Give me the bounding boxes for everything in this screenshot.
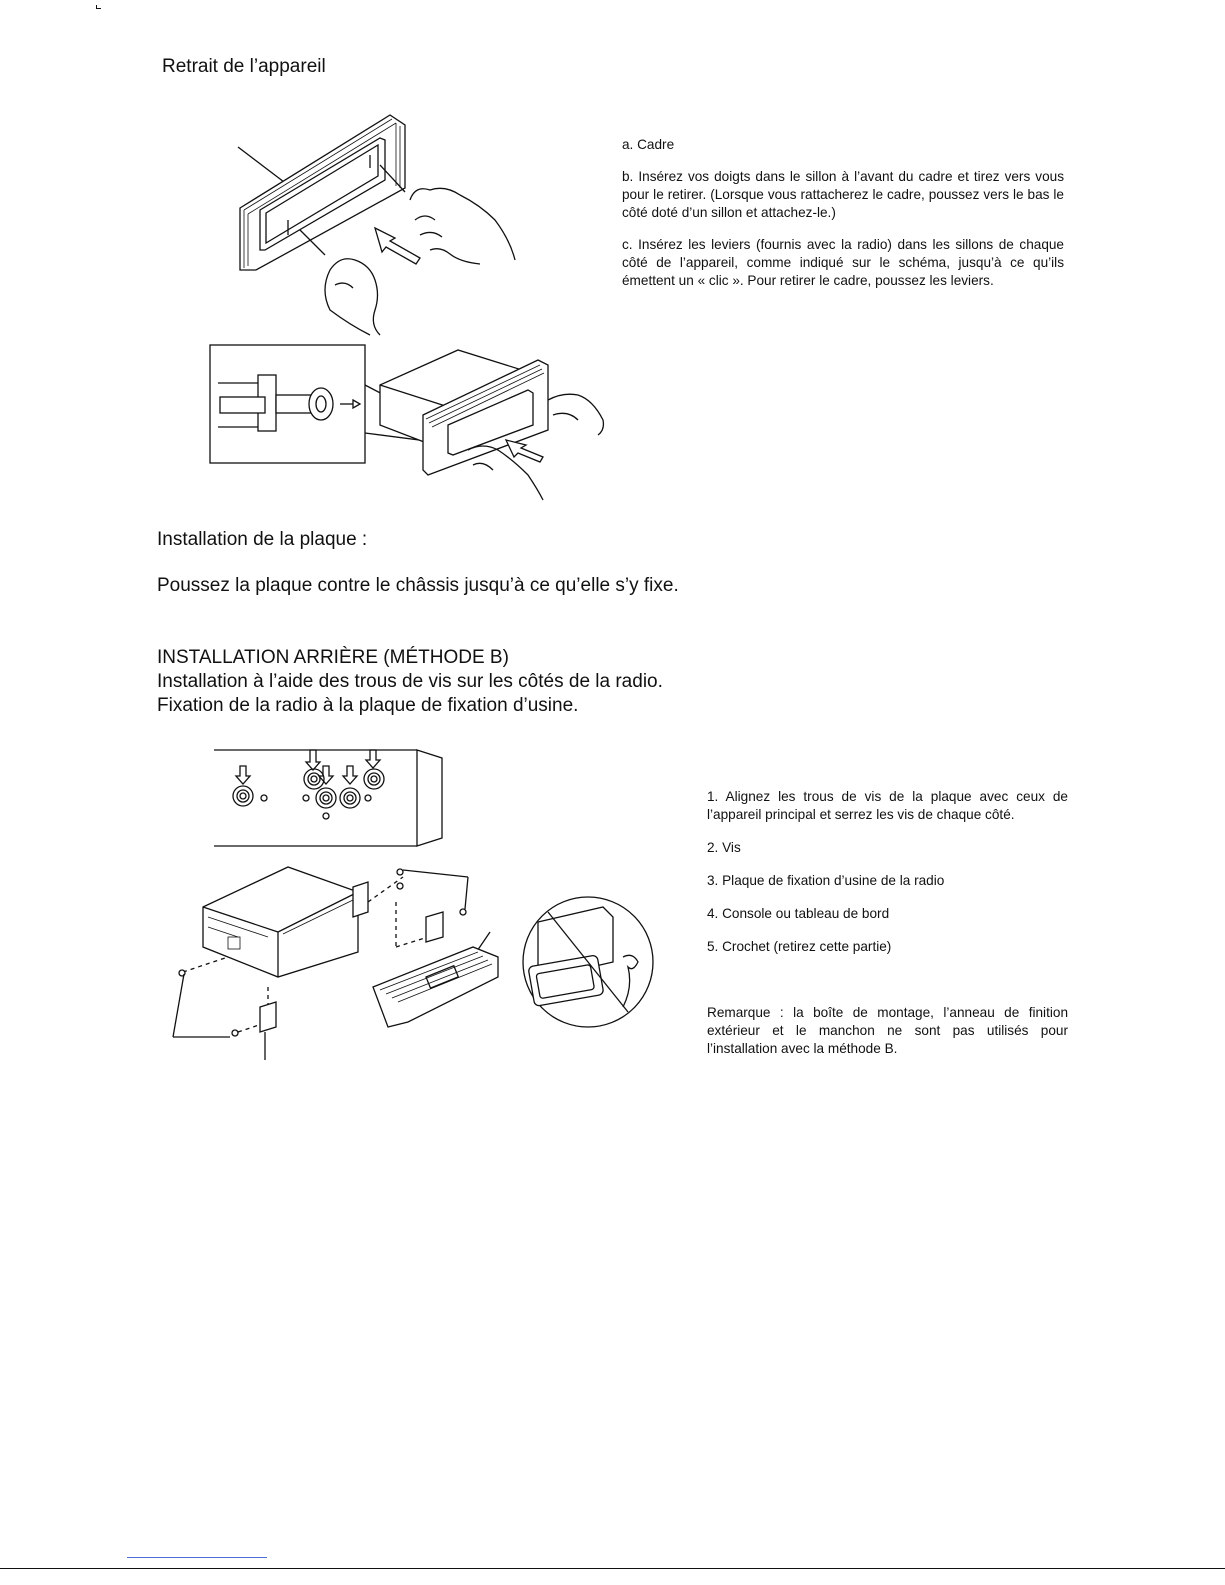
installation-step-3: 3. Plaque de fixation d’usine de la radio xyxy=(707,873,945,888)
section-title-plaque: Installation de la plaque : xyxy=(157,529,368,550)
installation-step-2: 2. Vis xyxy=(707,840,741,855)
removal-step-c: c. Insérez les leviers (fournis avec la radio) dans les sillons de chaque côté de l’appareil, comme indiqué sur le schéma, jusqu’à ce qu’ils émettent un « clic ». Pour retirer le cadre, poussez les leviers. xyxy=(622,237,1064,288)
installation-step-5: 5. Crochet (retirez cette partie) xyxy=(707,939,892,954)
installation-line-1: Installation à l’aide des trous de vis sur les côtés de la radio. xyxy=(157,671,663,692)
section-title-retrait: Retrait de l’appareil xyxy=(162,56,326,77)
installation-note: Remarque : la boîte de montage, l’anneau de finition extérieur et le manchon ne sont pas utilisés pour l’installation avec la méthode B. xyxy=(707,1005,1068,1056)
screw-holes-illustration xyxy=(212,748,447,850)
installation-steps xyxy=(707,788,1068,1072)
plaque-instruction: Poussez la plaque contre le châssis jusqu’à ce qu’elle s’y fixe. xyxy=(157,575,679,596)
removal-step-a: a. Cadre xyxy=(622,137,675,152)
removal-steps xyxy=(622,136,1064,304)
footer-link-underline xyxy=(127,1557,267,1558)
footer-rule xyxy=(0,1568,1225,1569)
installation-step-1: 1. Alignez les trous de vis de la plaque avec ceux de l’appareil principal et serrez les vis de chaque côté. xyxy=(707,789,1068,822)
installation-line-2: Fixation de la radio à la plaque de fixation d’usine. xyxy=(157,695,579,716)
removal-step-b: b. Insérez vos doigts dans le sillon à l’avant du cadre et tirez vers vous pour le retirer. (Lorsque vous rattacherez le cadre, poussez vers le bas le côté doté d’un sillon et attachez-le.) xyxy=(622,169,1064,220)
frame-removal-illustration xyxy=(230,110,530,335)
corner-crop-mark xyxy=(96,5,101,9)
section-title-installation-arriere: INSTALLATION ARRIÈRE (MÉTHODE B) xyxy=(157,647,509,668)
mounting-exploded-illustration xyxy=(168,862,658,1062)
installation-step-4: 4. Console ou tableau de bord xyxy=(707,906,890,921)
key-removal-illustration xyxy=(208,345,608,500)
